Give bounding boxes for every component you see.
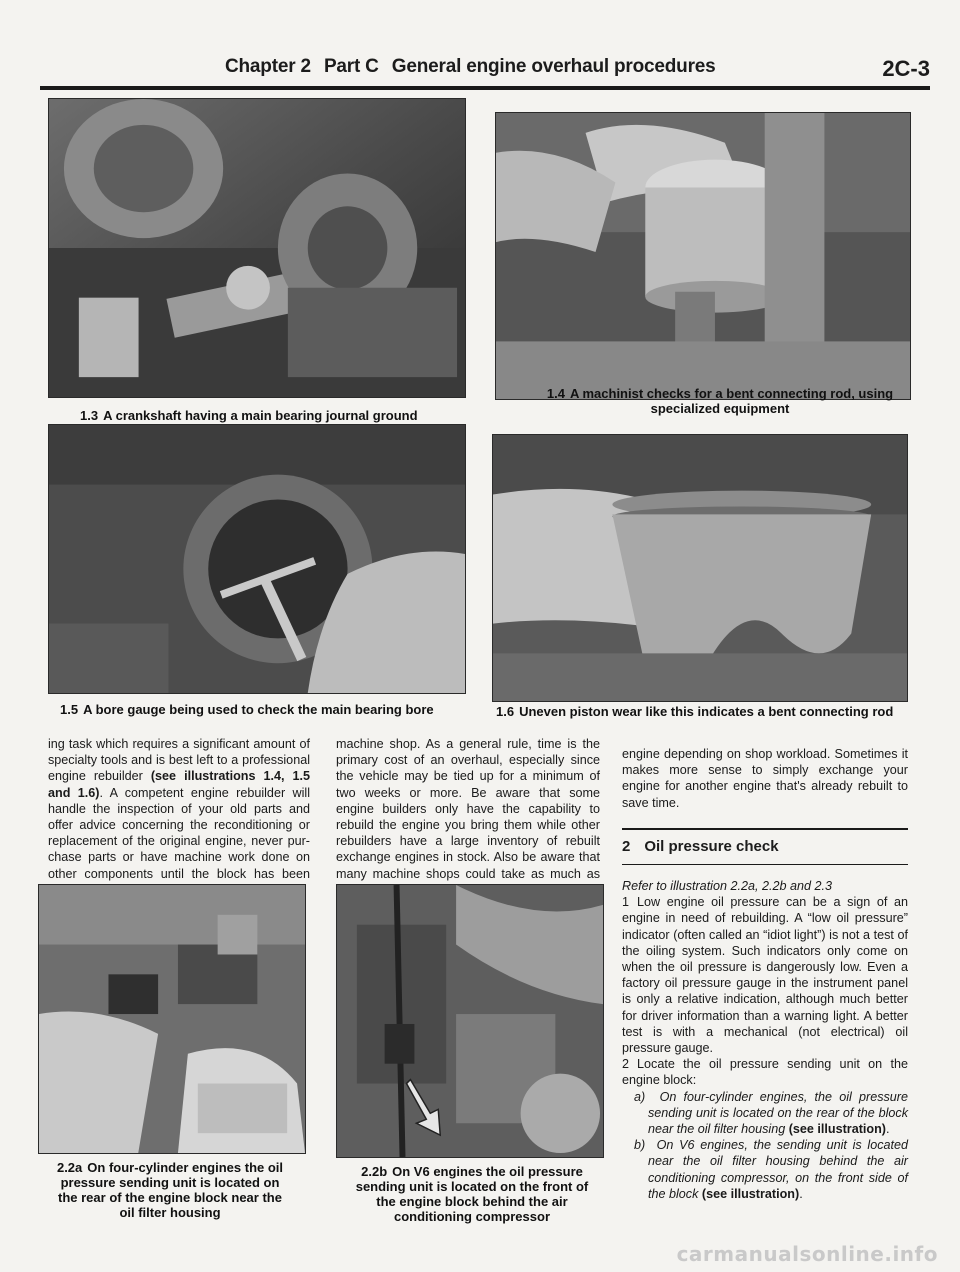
photo-connecting-rod-check bbox=[495, 112, 911, 400]
caption-text: A crankshaft having a main bearing journal ground bbox=[103, 408, 418, 423]
caption-1-5 bbox=[60, 702, 480, 717]
caption-2-2a bbox=[52, 1160, 288, 1220]
step-1-number: 1 bbox=[622, 895, 630, 910]
col1-illustration-ref: (see illustrations 1.4, 1.5 and 1.6) bbox=[48, 769, 310, 800]
caption-text: Uneven piston wear like this indicates a bent connecting rod bbox=[519, 704, 894, 719]
section-rule-bottom bbox=[622, 864, 908, 865]
column-3-body bbox=[622, 878, 908, 1202]
section-number: 2 bbox=[622, 838, 631, 855]
photo-crankshaft-grinding bbox=[48, 98, 466, 398]
col2-text: machine shop. As a general rule, time is the primary cost of an overhaul, especially since the vehicle may be tied up for a minimum of two weeks or more. Be aware that some engine builders only have the capability to rebuild the engine you bring them while other rebuilders have a large inventory of rebuilt exchange engines in stock. Also be aware that many machine shops could take as much as bbox=[336, 737, 600, 881]
col3-intro-text: engine depending on shop workload. Sometimes it makes more sense to simply exchange your engine for another engine that's already rebuilt to save time. bbox=[622, 747, 908, 810]
figure-number: 1.4 bbox=[546, 386, 565, 401]
watermark: carmanualsonline.info bbox=[676, 1242, 938, 1266]
chapter-title: General engine overhaul procedures bbox=[391, 56, 716, 77]
list-item-a bbox=[632, 1089, 908, 1138]
caption-1-3 bbox=[80, 408, 440, 423]
chapter-label: Chapter 2 bbox=[225, 56, 311, 77]
page-number: 2C-3 bbox=[882, 56, 930, 81]
column-2-text bbox=[336, 736, 600, 898]
part-label: Part C bbox=[323, 56, 379, 77]
step-2-number: 2 bbox=[622, 1057, 630, 1072]
item-a-illustration-ref: (see illustration) bbox=[788, 1122, 886, 1137]
item-b-text: On V6 engines, the sending unit is located near the oil filter housing behind the air conditioning compressor, on the front side of the block bbox=[648, 1138, 909, 1201]
caption-1-6 bbox=[496, 704, 916, 719]
caption-text: A machinist checks for a bent connecting rod, using specialized equipment bbox=[569, 386, 894, 416]
caption-text: On V6 engines the oil pressure sending unit is located on the front of the engine block behind the air conditioning compressor bbox=[355, 1164, 589, 1224]
photo-bore-gauge bbox=[48, 424, 466, 694]
section-title: Oil pressure check bbox=[644, 838, 779, 855]
item-a-text: On four-cylinder engines, the oil pressure sending unit is located on the rear of the block near the oil filter housing bbox=[648, 1089, 909, 1137]
figure-number: 1.6 bbox=[496, 704, 515, 719]
step-2 bbox=[622, 1056, 908, 1088]
header-rule bbox=[40, 86, 930, 90]
figure-number: 1.3 bbox=[80, 408, 99, 423]
item-b-illustration-ref: (see illustration) bbox=[701, 1186, 800, 1201]
step-1 bbox=[622, 894, 908, 1056]
list-item-b bbox=[632, 1137, 908, 1202]
column-1-text bbox=[48, 736, 310, 898]
photo-four-cylinder-sending-unit bbox=[38, 884, 306, 1154]
photo-v6-sending-unit bbox=[336, 884, 604, 1158]
caption-text: On four-cylinder engines the oil pressure sending unit is located on the rear of the engine block near the oil filter housing bbox=[58, 1160, 284, 1220]
column-3-intro bbox=[622, 746, 908, 811]
col1-text-a: ing task which requires a significant amount of specialty tools and is best left to a professional engine rebuilder bbox=[48, 737, 310, 784]
col1-text-b: . A competent engine rebuilder will handle the inspection of your old parts and offer advice concerning the reconditioning or replacement of the original engine, never purchase parts or have machine work done on other components until the block has been bbox=[48, 785, 311, 881]
running-title bbox=[225, 56, 716, 78]
page-header bbox=[0, 0, 960, 92]
item-a-end: . bbox=[886, 1122, 890, 1137]
section-heading bbox=[622, 838, 908, 855]
item-a-label: a) bbox=[634, 1089, 646, 1104]
figure-number: 2.2b bbox=[361, 1164, 388, 1179]
section-rule-top bbox=[622, 828, 908, 830]
item-b-label: b) bbox=[634, 1138, 646, 1153]
item-b-end: . bbox=[799, 1186, 803, 1201]
refer-line: Refer to illustration 2.2a, 2.2b and 2.3 bbox=[622, 879, 833, 893]
figure-number: 2.2a bbox=[56, 1160, 83, 1175]
caption-1-4 bbox=[524, 386, 916, 416]
step-1-text: Low engine oil pressure can be a sign of an engine in need of rebuilding. A “low oil pressure” indicator (often called an “idiot light”) is not a test of the oiling system. Such indicators only come on when the oil pressure is dangerously low. Even a factory oil pressure gauge in the instrument panel is only a relative indication, although much better for driver information than a warning light. A better test is with a mechanical (not electrical) oil pressure gauge. bbox=[622, 895, 908, 1056]
step-2-text: Locate the oil pressure sending unit on the engine block: bbox=[622, 1057, 908, 1088]
caption-text: A bore gauge being used to check the main bearing bore bbox=[83, 702, 434, 717]
caption-2-2b bbox=[346, 1164, 598, 1224]
figure-number: 1.5 bbox=[60, 702, 79, 717]
photo-uneven-piston-wear bbox=[492, 434, 908, 702]
